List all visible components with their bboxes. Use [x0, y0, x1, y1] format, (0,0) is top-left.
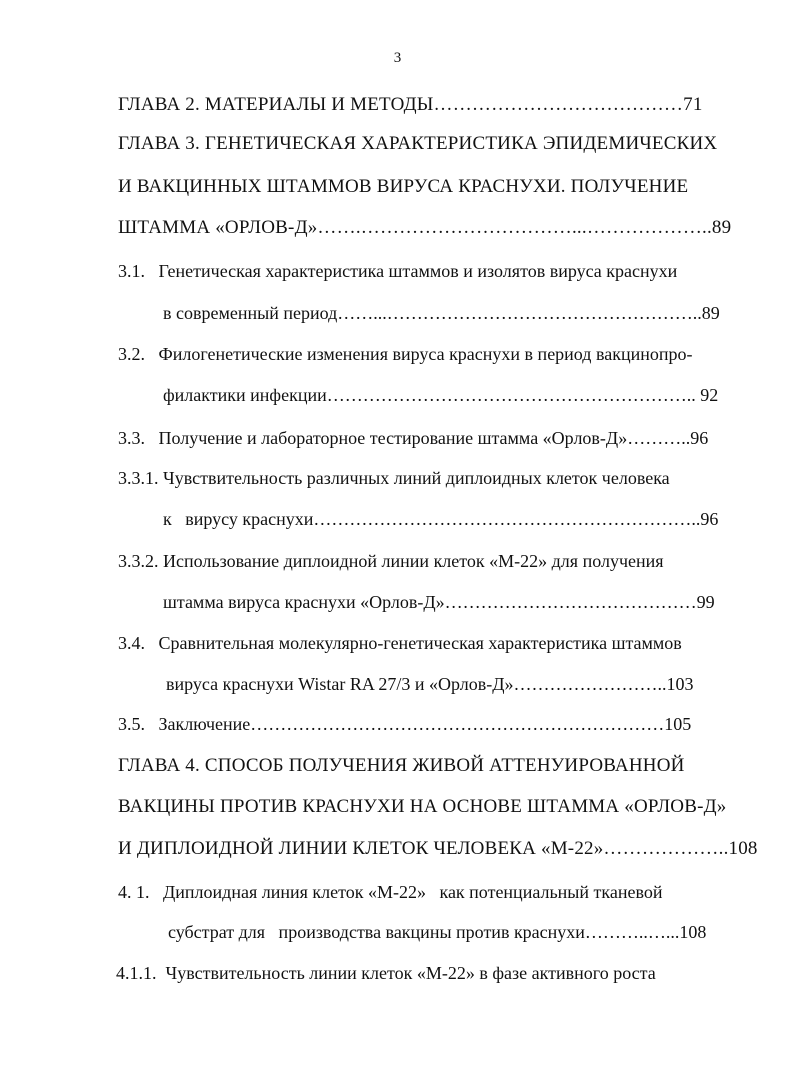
toc-section-3-3-1-line-2: к вирусу краснухи………………………………………………………..96 [163, 509, 719, 529]
toc-section-3-1-line-2: в современный период……...……………………………………………..89 [163, 303, 720, 323]
toc-chapter-4-line-2: ВАКЦИНЫ ПРОТИВ КРАСНУХИ НА ОСНОВЕ ШТАММА «ОРЛОВ-Д» [118, 796, 727, 817]
toc-section-3-3-2-line-2: штамма вируса краснухи «Орлов-Д»……………………………………99 [163, 592, 715, 612]
toc-chapter-3-line-2: И ВАКЦИННЫХ ШТАММОВ ВИРУСА КРАСНУХИ. ПОЛУЧЕНИЕ [118, 176, 689, 197]
toc-section-3-3-1-line-1: 3.3.1. Чувствительность различных линий диплоидных клеток человека [118, 468, 670, 488]
toc-section-3-2-line-1: 3.2. Филогенетические изменения вируса краснухи в период вакцинопро- [118, 344, 693, 364]
toc-section-4-1-line-1: 4. 1. Диплоидная линия клеток «М-22» как потенциальный тканевой [118, 882, 663, 902]
toc-chapter-4-line-1: ГЛАВА 4. СПОСОБ ПОЛУЧЕНИЯ ЖИВОЙ АТТЕНУИРОВАННОЙ [118, 755, 685, 776]
toc-section-4-1-line-2: субстрат для производства вакцины против краснухи………..…...108 [168, 922, 707, 942]
toc-section-4-1-1: 4.1.1. Чувствительность линии клеток «М-22» в фазе активного роста [116, 963, 656, 983]
toc-section-3-2-line-2: филактики инфекции…………………………………………………….. 92 [163, 385, 719, 405]
toc-section-3-1-line-1: 3.1. Генетическая характеристика штаммов и изолятов вируса краснухи [118, 261, 678, 281]
toc-section-3-3-2-line-1: 3.3.2. Использование диплоидной линии клеток «М-22» для получения [118, 551, 664, 571]
toc-section-3-4-line-1: 3.4. Сравнительная молекулярно-генетическая характеристика штаммов [118, 633, 682, 653]
toc-section-3-5: 3.5. Заключение……………………………………………………………105 [118, 714, 692, 734]
toc-chapter-3-line-1: ГЛАВА 3. ГЕНЕТИЧЕСКАЯ ХАРАКТЕРИСТИКА ЭПИДЕМИЧЕСКИХ [118, 133, 718, 154]
toc-section-3-3: 3.3. Получение и лабораторное тестирование штамма «Орлов-Д»………..96 [118, 428, 709, 448]
toc-chapter-2: ГЛАВА 2. МАТЕРИАЛЫ И МЕТОДЫ…………………………………71 [118, 94, 703, 115]
page-number: 3 [393, 50, 402, 66]
toc-section-3-4-line-2: вируса краснухи Wistar RA 27/3 и «Орлов-Д»……………………..103 [166, 674, 694, 694]
toc-chapter-3-line-3: ШТАММА «ОРЛОВ-Д»…….……………………………...………………..89 [118, 217, 732, 238]
toc-chapter-4-line-3: И ДИПЛОИДНОЙ ЛИНИИ КЛЕТОК ЧЕЛОВЕКА «М-22»………………..108 [118, 838, 758, 859]
